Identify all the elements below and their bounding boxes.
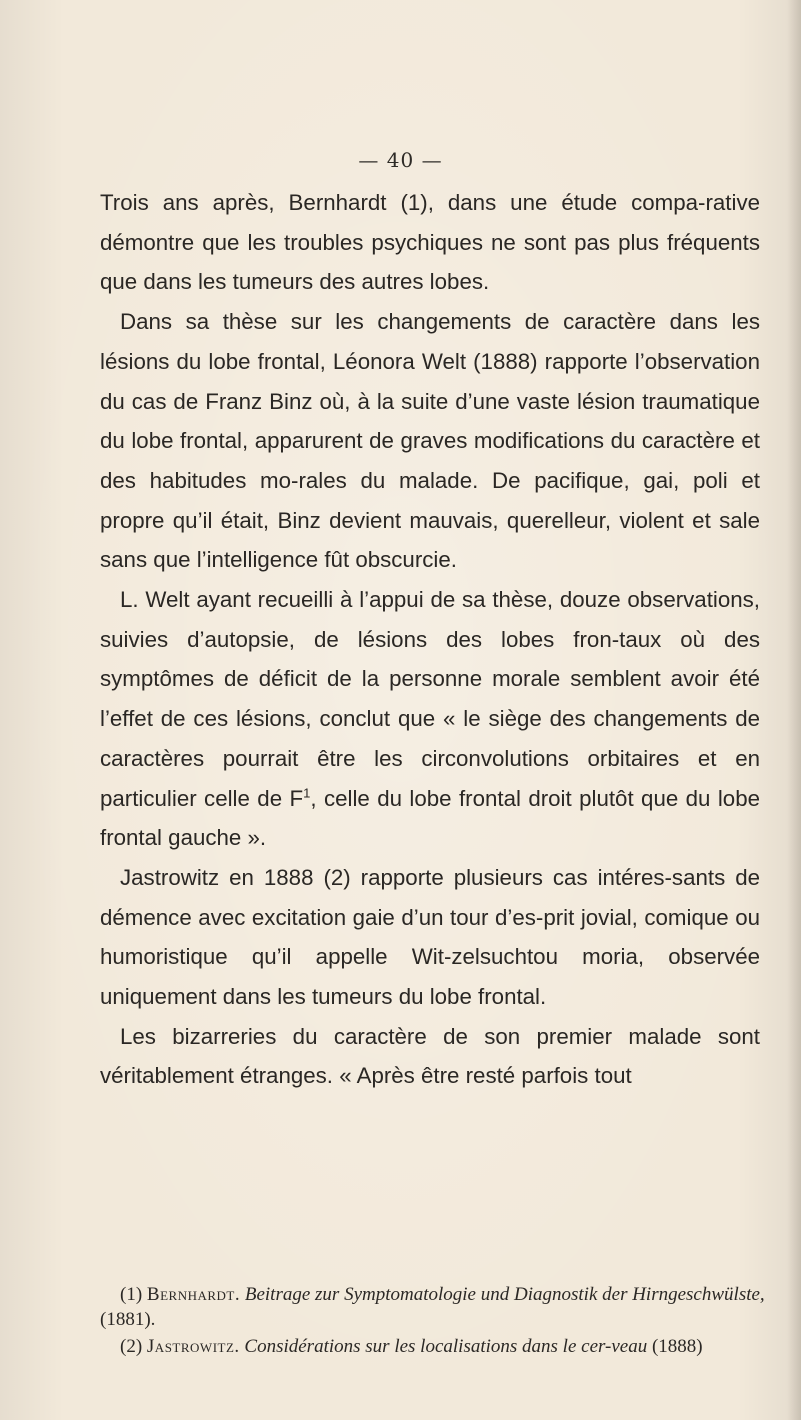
paragraph-4: Jastrowitz en 1888 (2) rapporte plusieurs cas intéres-sants de démence avec excitation gaie d’un tour d’es-prit jovial, comique ou humoristique qu’il appelle Wit-zelsuchtou moria, observée uniquement dans les tumeurs du lobe frontal.	[100, 864, 760, 1010]
footnote-2	[100, 1334, 765, 1359]
page-number: — 40 —	[358, 148, 443, 172]
footnote-1	[100, 1282, 765, 1332]
footnote-1-year: (1881).	[100, 1309, 156, 1330]
footnotes	[100, 1282, 765, 1361]
page-edge-shadow	[787, 0, 801, 1420]
superscript-f1: 1	[303, 785, 311, 801]
footnote-1-author: Bernhardt.	[146, 1284, 241, 1305]
paragraph-1: Trois ans après, Bernhardt (1), dans une étude compa-rative démontre que les troubles psychiques ne sont pas plus fréquents que dans les tumeurs des autres lobes.	[100, 190, 760, 295]
footnote-2-title: Considérations sur les localisations dans le cer-veau	[244, 1336, 648, 1357]
comma: ,	[310, 785, 317, 811]
paragraph-3-continuation: celle du lobe frontal droit plutôt que du lobe frontal gauche ».	[100, 785, 760, 851]
paragraph-2: Dans sa thèse sur les changements de caractère dans les lésions du lobe frontal, Léonora Welt (1888) rapporte l’observation du cas de Franz Binz où, à la suite d’une vaste lésion traumatique du lobe frontal, apparurent de graves modifications du caractère et des habitudes mo-rales du malade. De pacifique, gai, poli et propre qu’il était, Binz devient mauvais, querelleur, violent et sale sans que l’intelligence fût obscurcie.	[100, 309, 760, 573]
paragraph-5: Les bizarreries du caractère de son premier malade sont véritablement étranges. « Après être resté parfois tout	[100, 1023, 760, 1089]
footnote-2-author: Jastrowitz.	[146, 1336, 240, 1357]
footnote-2-year: (1888)	[651, 1336, 703, 1357]
paragraph-3-text: L. Welt ayant recueilli à l’appui de sa thèse, douze observations, suivies d’autopsie, de lésions des lobes fron-taux où des symptômes de déficit de la personne morale semblent avoir été l’effet de ces lésions, conclut que « le siège des changements de caractères pourrait être les circonvolutions orbitaires et en particulier celle de F	[100, 587, 760, 811]
footnote-1-number: (1)	[120, 1284, 143, 1305]
footnote-2-number: (2)	[120, 1336, 143, 1357]
main-text	[100, 183, 760, 1096]
footnote-1-title: Beitrage zur Symptomatologie und Diagnostik der Hirngeschwülste,	[244, 1284, 765, 1305]
paragraph-3	[100, 580, 760, 858]
